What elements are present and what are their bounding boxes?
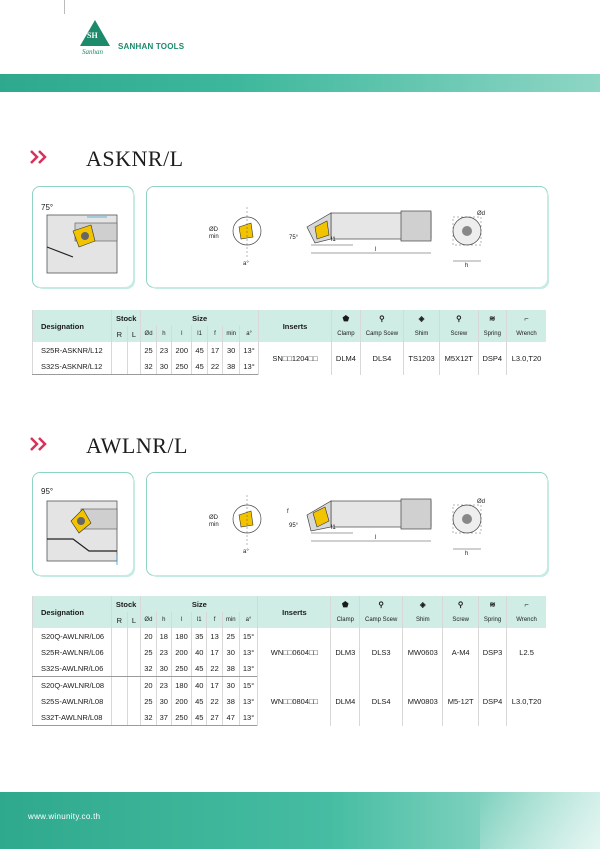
screw-icon: ⚲ xyxy=(440,310,479,326)
dim-a: a° xyxy=(243,549,249,555)
size-cell: 13° xyxy=(239,693,258,709)
clamp-cell: DLM3 xyxy=(331,628,360,677)
row-designation: S20Q-AWLNR/L08 xyxy=(33,677,112,694)
col-R: R xyxy=(112,612,128,628)
stock-R xyxy=(112,709,128,726)
dim-D: ØD xyxy=(209,515,218,521)
header-rule xyxy=(64,0,65,14)
approach-angle-label: 75° xyxy=(41,203,54,212)
table-row xyxy=(33,342,547,358)
row-designation: S25R-AWLNR/L06 xyxy=(33,644,112,660)
wrench-cell: L3.0,T20 xyxy=(507,677,546,726)
size-cell: 13° xyxy=(239,644,258,660)
shim-cell: MW0803 xyxy=(403,677,443,726)
stock-L xyxy=(127,709,141,726)
section-title-asknr: ASKNR/L xyxy=(86,146,184,171)
wrench-icon: ⌐ xyxy=(507,596,546,612)
spec-table-awlnr xyxy=(32,596,546,726)
dimension-figure-2 xyxy=(146,472,548,576)
size-cell: 20 xyxy=(141,677,156,694)
double-chevron-icon xyxy=(30,150,52,164)
col-size-min: min xyxy=(223,326,240,342)
shim-icon: ◈ xyxy=(403,310,439,326)
size-cell: 25 xyxy=(141,644,156,660)
col-inserts: Inserts xyxy=(258,596,331,628)
col-size-l: l xyxy=(171,612,191,628)
size-cell: 30 xyxy=(156,693,171,709)
col-screw: Screw xyxy=(440,326,479,342)
stock-L xyxy=(127,644,141,660)
row-designation: S25S-AWLNR/L08 xyxy=(33,693,112,709)
col-spring: Spring xyxy=(478,612,506,628)
size-cell: 25 xyxy=(141,342,156,358)
stock-R xyxy=(112,342,128,358)
size-cell: 38 xyxy=(222,660,239,677)
col-screw: Screw xyxy=(443,612,478,628)
col-size-d: Ød xyxy=(141,612,156,628)
size-cell: 45 xyxy=(192,358,207,375)
size-cell: 32 xyxy=(141,660,156,677)
size-cell: 15° xyxy=(239,628,258,644)
dimension-figure-1 xyxy=(146,186,548,288)
dim-l1: l1 xyxy=(331,525,336,531)
double-chevron-icon xyxy=(30,437,52,451)
size-cell: 13° xyxy=(240,358,259,375)
col-size-f: f xyxy=(207,326,222,342)
size-cell: 13° xyxy=(239,660,258,677)
size-cell: 250 xyxy=(172,358,192,375)
size-cell: 38 xyxy=(223,358,240,375)
col-wrench: Wrench xyxy=(507,612,546,628)
stock-L xyxy=(127,358,141,375)
stock-R xyxy=(112,358,128,375)
row-designation: S32T-AWLNR/L08 xyxy=(33,709,112,726)
size-cell: 17 xyxy=(207,644,222,660)
approach-angle-label: 95° xyxy=(41,487,54,496)
brand-name: SANHAN TOOLS xyxy=(118,42,185,51)
col-L: L xyxy=(127,612,141,628)
col-spring: Spring xyxy=(478,326,506,342)
shim-icon: ◈ xyxy=(403,596,443,612)
size-cell: 45 xyxy=(192,660,207,677)
stock-L xyxy=(127,660,141,677)
footer-url[interactable]: www.winunity.co.th xyxy=(28,812,101,821)
size-cell: 17 xyxy=(207,342,222,358)
logo-letters: SH xyxy=(87,31,98,40)
wrench-icon: ⌐ xyxy=(507,310,547,326)
size-cell: 45 xyxy=(192,342,207,358)
size-cell: 200 xyxy=(171,644,191,660)
dim-d: Ød xyxy=(477,499,486,505)
col-stock: Stock xyxy=(112,596,141,612)
size-cell: 45 xyxy=(192,709,207,726)
size-cell: 23 xyxy=(156,342,171,358)
size-cell: 200 xyxy=(172,342,192,358)
footer-highlight xyxy=(480,792,600,849)
size-cell: 17 xyxy=(207,677,222,694)
dim-min: min xyxy=(209,522,219,528)
stock-R xyxy=(112,693,128,709)
camp-screw-icon: ⚲ xyxy=(360,596,403,612)
col-size-min: min xyxy=(222,612,239,628)
dim-f: f xyxy=(287,509,289,515)
spec-table-asknr xyxy=(32,310,546,375)
stock-L xyxy=(127,693,141,709)
section-title-awlnr: AWLNR/L xyxy=(86,433,188,458)
application-figure-1 xyxy=(32,186,134,288)
size-cell: 250 xyxy=(171,709,191,726)
col-stock: Stock xyxy=(112,310,141,326)
dim-angle: 95° xyxy=(289,523,299,529)
inserts-cell: SN□□1204□□ xyxy=(259,342,332,375)
dim-angle: 75° xyxy=(289,235,299,241)
size-cell: 250 xyxy=(171,660,191,677)
wrench-cell: L3.0,T20 xyxy=(507,342,547,375)
size-cell: 30 xyxy=(222,677,239,694)
col-size-l1: l1 xyxy=(192,326,207,342)
size-cell: 35 xyxy=(192,628,207,644)
dim-D: ØD xyxy=(209,227,218,233)
header-band xyxy=(0,74,600,92)
col-shim: Shim xyxy=(403,612,443,628)
size-cell: 38 xyxy=(222,693,239,709)
row-designation: S32S-ASKNR/L12 xyxy=(33,358,112,375)
dim-h: h xyxy=(465,551,469,557)
clamp-icon: ⬟ xyxy=(331,596,360,612)
col-clamp: Clamp xyxy=(332,326,361,342)
workpiece-drawing xyxy=(33,473,133,575)
spring-cell: DSP4 xyxy=(478,342,506,375)
size-cell: 40 xyxy=(192,644,207,660)
col-size-d: Ød xyxy=(141,326,156,342)
camp-screw-cell: DLS4 xyxy=(360,677,403,726)
screw-cell: M5-12T xyxy=(443,677,478,726)
spring-icon: ≋ xyxy=(478,596,506,612)
size-cell: 45 xyxy=(192,693,207,709)
inserts-cell: WN□□0804□□ xyxy=(258,677,331,726)
col-designation: Designation xyxy=(33,596,112,628)
screw-icon: ⚲ xyxy=(443,596,478,612)
stock-R xyxy=(112,660,128,677)
logo-script: Sanhan xyxy=(82,48,103,56)
tool-dimension-drawing xyxy=(147,473,547,575)
size-cell: 30 xyxy=(223,342,240,358)
stock-R xyxy=(112,644,128,660)
col-size-a: a° xyxy=(240,326,259,342)
size-cell: 180 xyxy=(171,677,191,694)
spring-cell: DSP4 xyxy=(478,677,506,726)
col-camp-screw: Camp Scew xyxy=(360,326,403,342)
size-cell: 13 xyxy=(207,628,222,644)
col-size-h: h xyxy=(156,612,171,628)
col-size-a: a° xyxy=(239,612,258,628)
clamp-cell: DLM4 xyxy=(331,677,360,726)
col-camp-screw: Camp Scew xyxy=(360,612,403,628)
wrench-cell: L2.5 xyxy=(507,628,546,677)
size-cell: 30 xyxy=(156,358,171,375)
col-L: L xyxy=(127,326,141,342)
row-designation: S20Q-AWLNR/L06 xyxy=(33,628,112,644)
col-size-l: l xyxy=(172,326,192,342)
col-size-l1: l1 xyxy=(192,612,207,628)
workpiece-drawing xyxy=(33,187,133,287)
size-cell: 40 xyxy=(192,677,207,694)
size-cell: 23 xyxy=(156,644,171,660)
size-cell: 13° xyxy=(239,709,258,726)
tool-dimension-drawing xyxy=(147,187,547,287)
col-size-f: f xyxy=(207,612,222,628)
dim-l: l xyxy=(375,535,377,541)
dim-a: a° xyxy=(243,261,249,267)
screw-cell: M5X12T xyxy=(440,342,479,375)
col-shim: Shim xyxy=(403,326,439,342)
col-inserts: Inserts xyxy=(259,310,332,342)
inserts-cell: WN□□0604□□ xyxy=(258,628,331,677)
dim-l1: l1 xyxy=(331,237,336,243)
screw-cell: A-M4 xyxy=(443,628,478,677)
size-cell: 22 xyxy=(207,358,222,375)
row-designation: S32S-AWLNR/L06 xyxy=(33,660,112,677)
clamp-cell: DLM4 xyxy=(332,342,361,375)
dim-d: Ød xyxy=(477,211,486,217)
size-cell: 22 xyxy=(207,693,222,709)
size-cell: 180 xyxy=(171,628,191,644)
size-cell: 18 xyxy=(156,628,171,644)
col-size: Size xyxy=(141,310,259,326)
size-cell: 22 xyxy=(207,660,222,677)
size-cell: 13° xyxy=(240,342,259,358)
dim-min: min xyxy=(209,234,219,240)
size-cell: 23 xyxy=(156,677,171,694)
dim-h: h xyxy=(465,263,469,269)
camp-screw-icon: ⚲ xyxy=(360,310,403,326)
size-cell: 30 xyxy=(156,660,171,677)
shim-cell: TS1203 xyxy=(403,342,439,375)
shim-cell: MW0603 xyxy=(403,628,443,677)
brand-logo xyxy=(80,20,200,56)
size-cell: 32 xyxy=(141,358,156,375)
stock-R xyxy=(112,628,128,644)
stock-R xyxy=(112,677,128,694)
camp-screw-cell: DLS4 xyxy=(360,342,403,375)
table-row xyxy=(33,628,547,644)
stock-L xyxy=(127,342,141,358)
size-cell: 200 xyxy=(171,693,191,709)
application-figure-2 xyxy=(32,472,134,576)
spring-cell: DSP3 xyxy=(478,628,506,677)
size-cell: 25 xyxy=(222,628,239,644)
col-wrench: Wrench xyxy=(507,326,547,342)
size-cell: 37 xyxy=(156,709,171,726)
dim-l: l xyxy=(375,247,377,253)
col-R: R xyxy=(112,326,128,342)
size-cell: 30 xyxy=(222,644,239,660)
size-cell: 15° xyxy=(239,677,258,694)
spring-icon: ≋ xyxy=(478,310,506,326)
size-cell: 32 xyxy=(141,709,156,726)
table-row xyxy=(33,677,547,694)
col-size: Size xyxy=(141,596,258,612)
stock-L xyxy=(127,628,141,644)
row-designation: S25R-ASKNR/L12 xyxy=(33,342,112,358)
size-cell: 20 xyxy=(141,628,156,644)
size-cell: 25 xyxy=(141,693,156,709)
size-cell: 27 xyxy=(207,709,222,726)
stock-L xyxy=(127,677,141,694)
camp-screw-cell: DLS3 xyxy=(360,628,403,677)
clamp-icon: ⬟ xyxy=(332,310,361,326)
size-cell: 47 xyxy=(222,709,239,726)
col-size-h: h xyxy=(156,326,171,342)
col-designation: Designation xyxy=(33,310,112,342)
col-clamp: Clamp xyxy=(331,612,360,628)
